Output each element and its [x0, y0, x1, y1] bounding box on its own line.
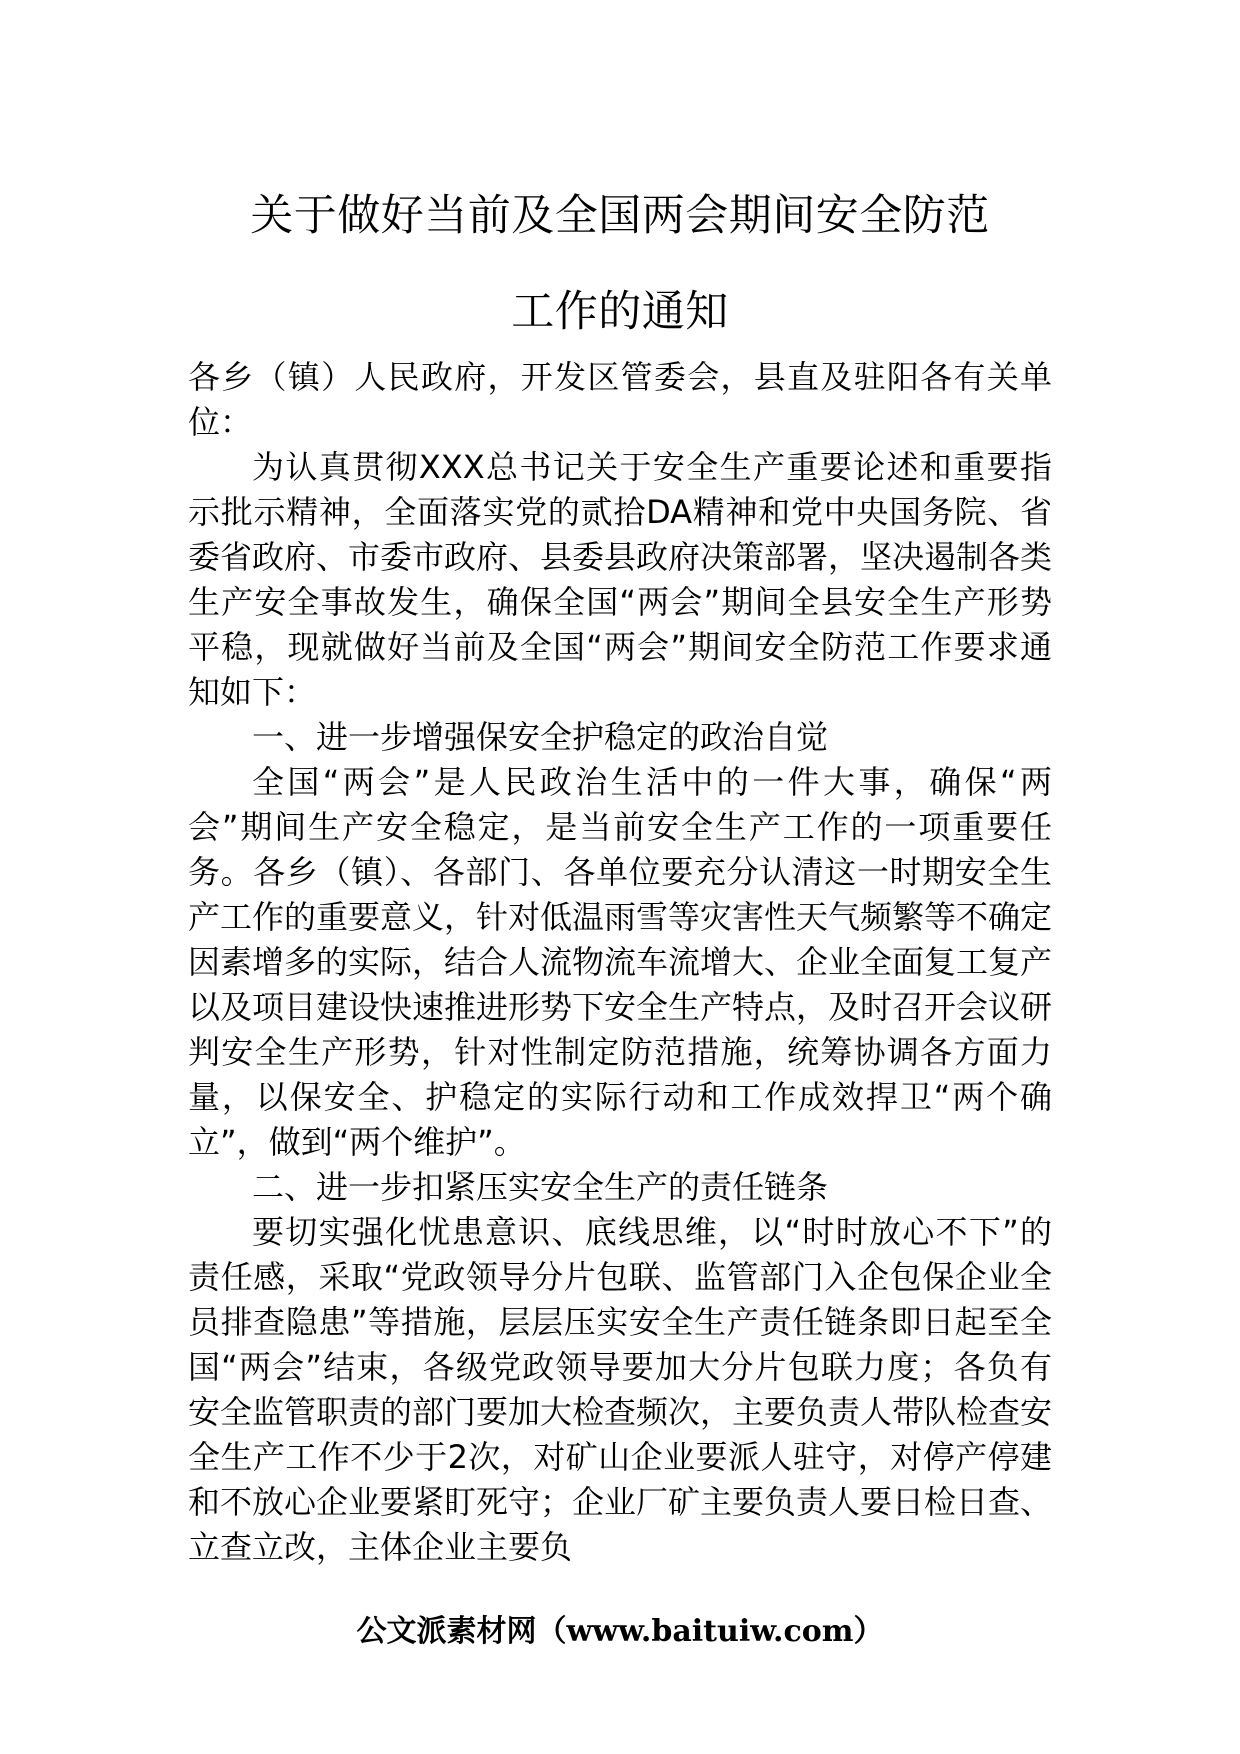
paragraph-section-1: 全国“两会”是人民政治生活中的一件大事，确保“两会”期间生产安全稳定，是当前安全生产工作的一项重要任务。各乡（镇）、各部门、各单位要充分认清这一时期安全生产工作的重要意义，针对低温雨雪等灾害性天气频繁等不确定因素增多的实际，结合人流物流车流增大、企业全面复工复产以及项目建设快速推进形势下安全生产特点，及时召开会议研判安全生产形势，针对性制定防范措施，统筹协调各方面力量，以保安全、护稳定的实际行动和工作成效捍卫“两个确立”，做到“两个维护”。 [188, 763, 1053, 1161]
document-body [188, 355, 1052, 1570]
footer-watermark: 公文派素材网（www.baituiw.com） [356, 1614, 884, 1649]
section-heading-2: 二、进一步扣紧压实安全生产的责任链条 [252, 1168, 829, 1206]
document-title-line-1: 关于做好当前及全国两会期间安全防范 [250, 191, 990, 241]
paragraph-intro: 为认真贯彻XXX总书记关于安全生产重要论述和重要指示批示精神，全面落实党的贰拾DA精神和党中央国务院、省委省政府、市委市政府、县委县政府决策部署，坚决遏制各类生产安全事故发生，确保全国“两会”期间全县安全生产形势平稳，现就做好当前及全国“两会”期间安全防范工作要求通知如下： [188, 448, 1053, 711]
document-title-line-2: 工作的通知 [511, 287, 729, 337]
paragraph-section-2: 要切实强化忧患意识、底线思维，以“时时放心不下”的责任感，采取“党政领导分片包联、监管部门入企包保企业全员排查隐患”等措施，层层压实安全生产责任链条即日起至全国“两会”结束，各级党政领导要加大分片包联力度；各负有安全监管职责的部门要加大检查频次，主要负责人带队检查安全生产工作不少于2次，对矿山企业要派人驻守，对停产停建和不放心企业要紧盯死守；企业厂矿主要负责人要日检日查、立查立改，主体企业主要负 [188, 1213, 1053, 1566]
addressee: 各乡（镇）人民政府，开发区管委会，县直及驻阳各有关单位： [188, 358, 1052, 441]
section-heading-1: 一、进一步增强保安全护稳定的政治自觉 [252, 718, 829, 756]
